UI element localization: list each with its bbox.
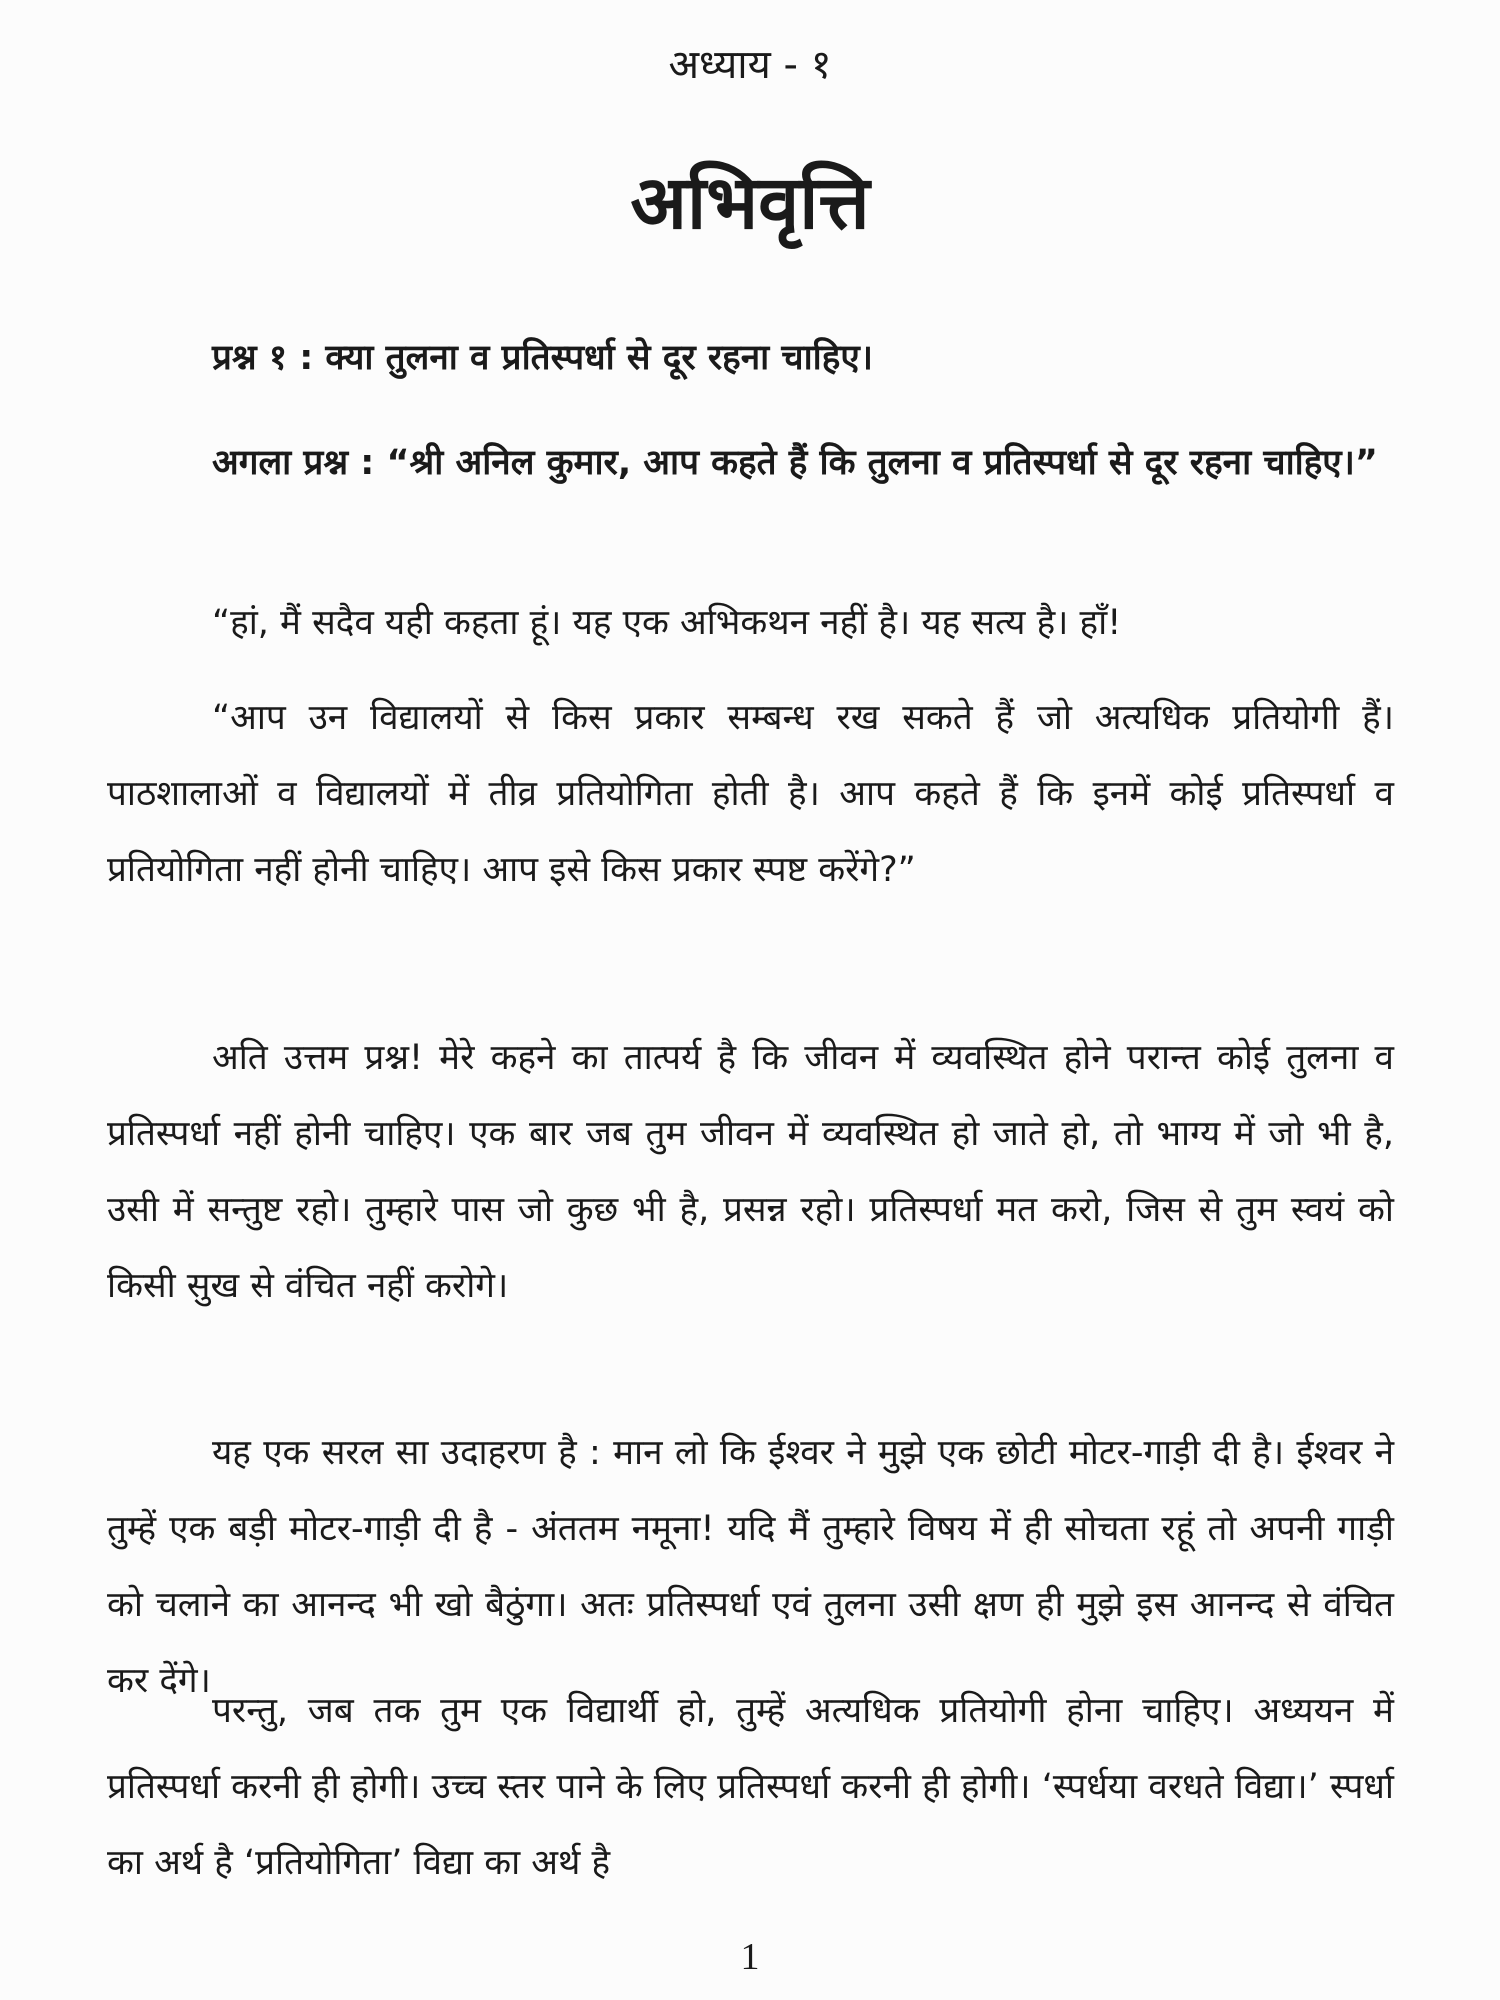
paragraph-3: अति उत्तम प्रश्न! मेरे कहने का तात्पर्य है कि जीवन में व्यवस्थित होने परान्त कोई तुलना व प्रतिस्पर्धा नहीं होनी चाहिए। एक बार जब तुम जीवन में व्यवस्थित हो जाते हो, तो भाग्य में जो भी है, उसी में सन्तुष्ट रहो। तुम्हारे पास जो कुछ भी है, प्रसन्न रहो। प्रतिस्पर्धा मत करो, जिस से तुम स्वयं को किसी सुख से वंचित नहीं करोगे। (107, 1038, 1394, 1306)
paragraph-4: यह एक सरल सा उदाहरण है : मान लो कि ईश्वर ने मुझे एक छोटी मोटर-गाड़ी दी है। ईश्वर ने तुम्हें एक बड़ी मोटर-गाड़ी दी है - अंततम नमूना! यदि मैं तुम्हारे विषय में ही सोचता रहूं तो अपनी गाड़ी को चलाने का आनन्द भी खो बैठुंगा। अतः प्रतिस्पर्धा एवं तुलना उसी क्षण ही मुझे इस आनन्द से वंचित कर देंगे। (107, 1433, 1394, 1701)
next-question: अगला प्रश्न : “श्री अनिल कुमार, आप कहते हैं कि तुलना व प्रतिस्पर्धा से दूर रहना चाहिए।” (212, 443, 1378, 483)
page-number: 1 (740, 1936, 760, 1978)
paragraph-1: “हां, मैं सदैव यही कहता हूं। यह एक अभिकथन नहीं है। यह सत्य है। हाँ! (212, 603, 1122, 643)
question-heading: प्रश्न १ : क्या तुलना व प्रतिस्पर्धा से दूर रहना चाहिए। (212, 338, 873, 378)
chapter-title: अभिवृत्ति (630, 160, 870, 246)
chapter-label: अध्याय - १ (668, 42, 832, 88)
paragraph-2: “आप उन विद्यालयों से किस प्रकार सम्बन्ध रख सकते हैं जो अत्यधिक प्रतियोगी हैं। पाठशालाओं व विद्यालयों में तीव्र प्रतियोगिता होती है। आप कहते हैं कि इनमें कोई प्रतिस्पर्धा व प्रतियोगिता नहीं होनी चाहिए। आप इसे किस प्रकार स्पष्ट करेंगे?” (107, 698, 1394, 890)
paragraph-5: परन्तु, जब तक तुम एक विद्यार्थी हो, तुम्हें अत्यधिक प्रतियोगी होना चाहिए। अध्ययन में प्रतिस्पर्धा करनी ही होगी। उच्च स्तर पाने के लिए प्रतिस्पर्धा करनी ही होगी। ‘स्पर्धया वरधते विद्या।’ स्पर्धा का अर्थ है ‘प्रतियोगिता’ विद्या का अर्थ है (107, 1691, 1394, 1883)
